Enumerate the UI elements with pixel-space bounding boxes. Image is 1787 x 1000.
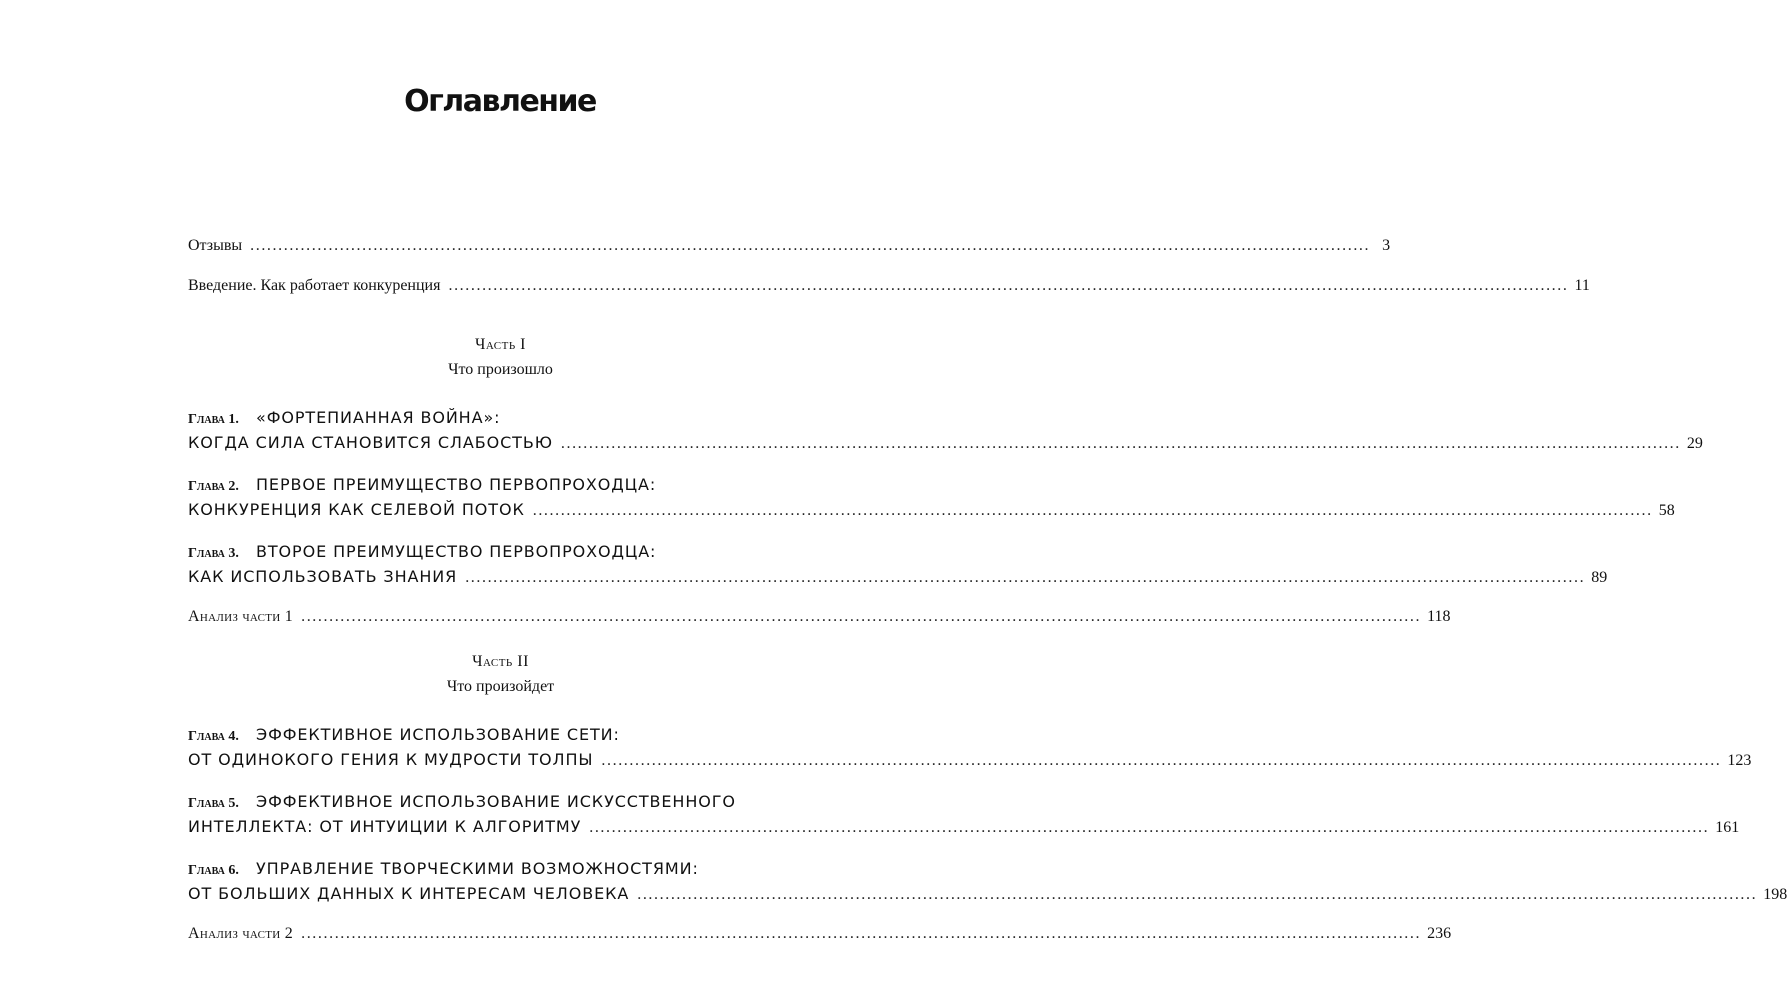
table-of-contents (188, 232, 1787, 948)
part-label: Часть I (475, 336, 526, 353)
chapter-prefix: Глава 5. (188, 796, 239, 811)
toc-entry-label: Введение. Как работает конкуренция (188, 277, 441, 294)
toc-chapter-2[interactable] (188, 472, 1675, 522)
toc-page-number: 89 (1591, 569, 1608, 586)
toc-entry-label: Анализ части 2 (188, 925, 294, 942)
toc-page-number: 29 (1686, 435, 1703, 452)
toc-chapter-3[interactable] (188, 539, 1608, 589)
dot-leader: ........................................................................................................................................................................................................ (637, 886, 1758, 903)
toc-page-number: 3 (1382, 237, 1391, 254)
toc-entry-introduction[interactable] (188, 272, 1590, 300)
dot-leader: ........................................................................................................................................................................................................ (601, 752, 1722, 769)
page-title: Оглавление (404, 84, 596, 119)
chapter-title-line-2: ОТ ОДИНОКОГО ГЕНИЯ К МУДРОСТИ ТОЛПЫ (188, 750, 594, 769)
toc-entry-reviews[interactable] (188, 232, 1391, 260)
chapter-prefix: Глава 4. (188, 729, 239, 744)
toc-page-number: 58 (1658, 502, 1675, 519)
part-heading-2 (188, 649, 813, 699)
chapter-prefix: Глава 2. (188, 479, 239, 494)
toc-page-number: 118 (1427, 608, 1451, 625)
part-subtitle: Что произошло (448, 361, 553, 378)
toc-entry-analysis-part-2[interactable] (188, 920, 1452, 948)
toc-page-number: 161 (1715, 819, 1740, 836)
dot-leader: ........................................................................................................................................................................................................ (560, 435, 1681, 452)
toc-chapter-4[interactable] (188, 722, 1752, 772)
chapter-title-line-2: КОНКУРЕНЦИЯ КАК СЕЛЕВОЙ ПОТОК (188, 500, 525, 519)
chapter-title-line-2: ИНТЕЛЛЕКТА: ОТ ИНТУИЦИИ К АЛГОРИТМУ (188, 817, 582, 836)
toc-entry-analysis-part-1[interactable] (188, 603, 1451, 631)
chapter-title-line-1: ЭФФЕКТИВНОЕ ИСПОЛЬЗОВАНИЕ СЕТИ: (256, 725, 620, 744)
chapter-title-line-1: ЭФФЕКТИВНОЕ ИСПОЛЬЗОВАНИЕ ИСКУССТВЕННОГО (256, 792, 736, 811)
dot-leader: ........................................................................................................................................................................................................ (532, 502, 1653, 519)
chapter-prefix: Глава 3. (188, 546, 239, 561)
toc-chapter-1[interactable] (188, 405, 1703, 455)
toc-chapter-5[interactable] (188, 789, 1740, 839)
toc-page-number: 123 (1727, 752, 1752, 769)
part-label: Часть II (472, 653, 529, 670)
dot-leader: ........................................................................................................................................................................................................ (250, 237, 1371, 254)
dot-leader: ........................................................................................................................................................................................................ (465, 569, 1586, 586)
dot-leader: ........................................................................................................................................................................................................ (301, 608, 1422, 625)
toc-page-number: 11 (1574, 277, 1590, 294)
chapter-prefix: Глава 1. (188, 412, 239, 427)
toc-page-number: 236 (1427, 925, 1452, 942)
toc-chapter-6[interactable] (188, 856, 1787, 906)
chapter-title-line-2: КОГДА СИЛА СТАНОВИТСЯ СЛАБОСТЬЮ (188, 433, 553, 452)
chapter-title-line-1: ПЕРВОЕ ПРЕИМУЩЕСТВО ПЕРВОПРОХОДЦА: (256, 475, 657, 494)
chapter-prefix: Глава 6. (188, 863, 239, 878)
part-heading-1 (188, 332, 813, 382)
part-subtitle: Что произойдет (446, 678, 555, 695)
toc-entry-label: Анализ части 1 (188, 608, 294, 625)
chapter-title-line-1: «ФОРТЕПИАННАЯ ВОЙНА»: (256, 408, 501, 427)
dot-leader: ........................................................................................................................................................................................................ (589, 819, 1710, 836)
chapter-title-line-2: ОТ БОЛЬШИХ ДАННЫХ К ИНТЕРЕСАМ ЧЕЛОВЕКА (188, 884, 630, 903)
dot-leader: ........................................................................................................................................................................................................ (301, 925, 1422, 942)
toc-page-number: 198 (1763, 886, 1787, 903)
dot-leader: ........................................................................................................................................................................................................ (448, 277, 1569, 294)
chapter-title-line-2: КАК ИСПОЛЬЗОВАТЬ ЗНАНИЯ (188, 567, 458, 586)
toc-entry-label: Отзывы (188, 237, 243, 254)
chapter-title-line-1: ВТОРОЕ ПРЕИМУЩЕСТВО ПЕРВОПРОХОДЦА: (256, 542, 657, 561)
chapter-title-line-1: УПРАВЛЕНИЕ ТВОРЧЕСКИМИ ВОЗМОЖНОСТЯМИ: (256, 859, 699, 878)
